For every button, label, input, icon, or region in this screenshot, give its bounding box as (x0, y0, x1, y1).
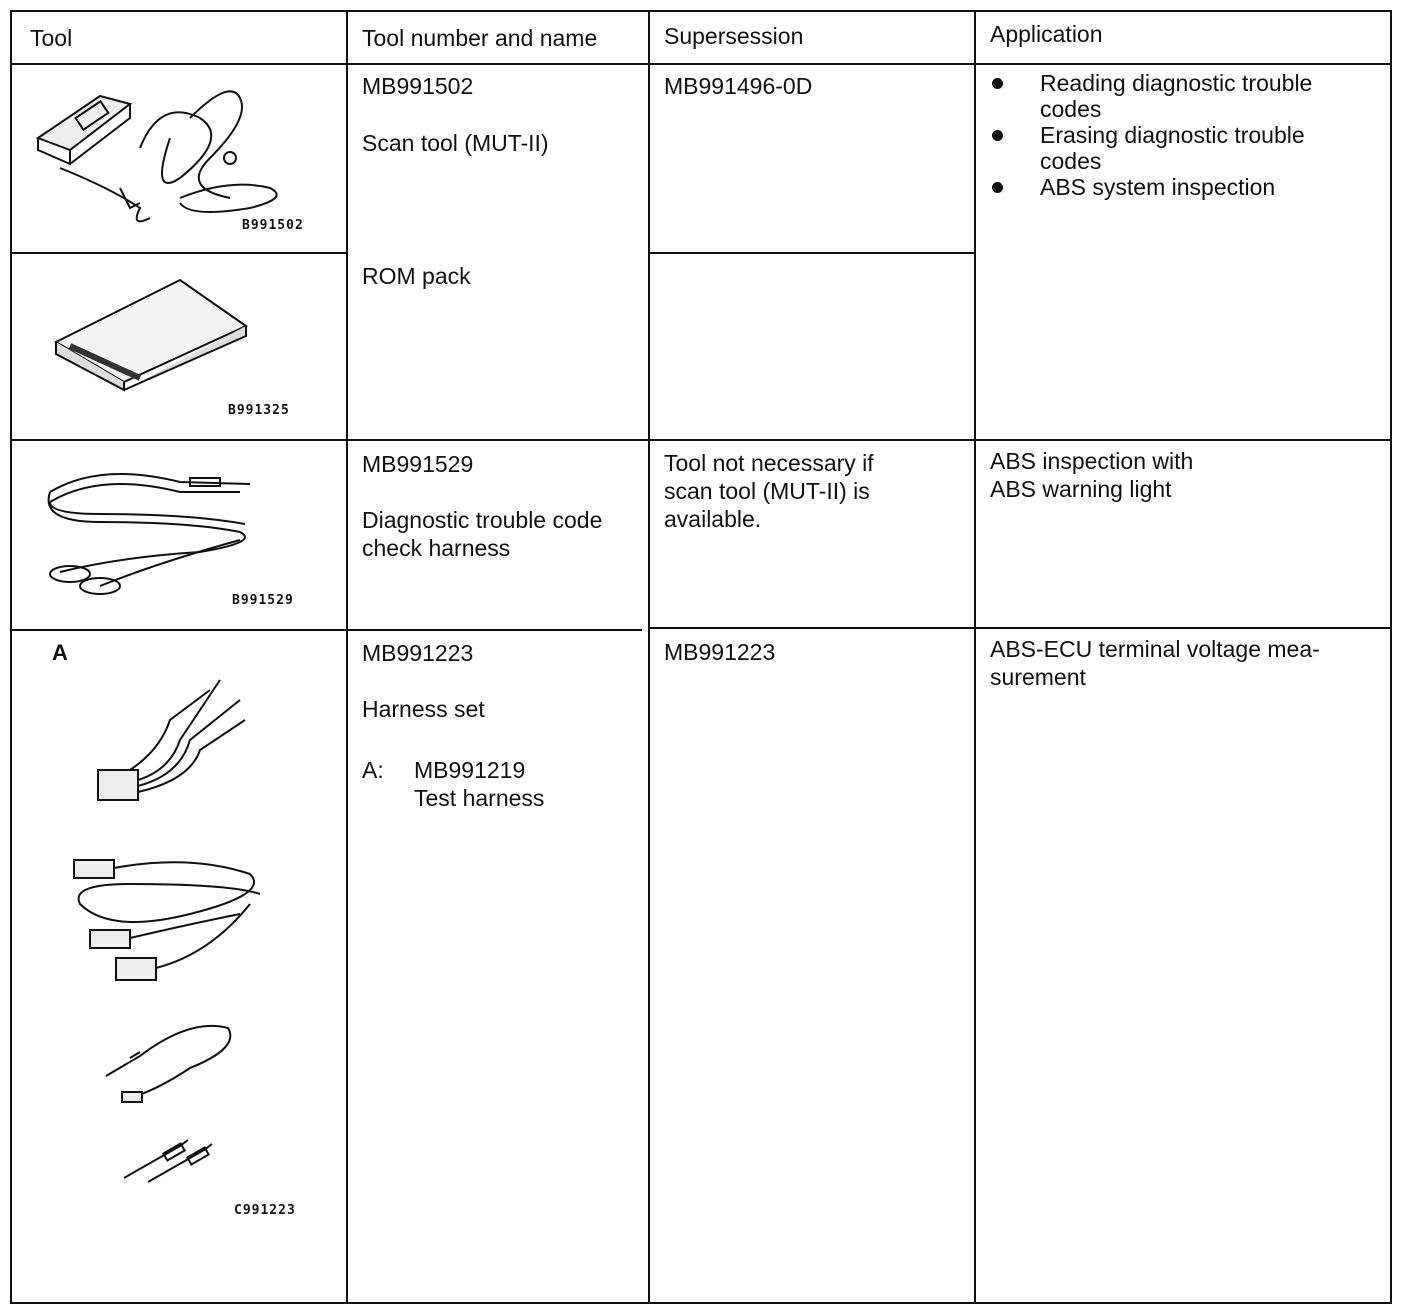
row4-supersession: MB991223 (664, 639, 776, 665)
row1-application-list (988, 70, 1312, 200)
row4-sub-label: A: (362, 757, 384, 783)
image-code-b991529: B991529 (232, 593, 294, 608)
row2-tool-name: ROM pack (362, 263, 471, 289)
row1-divider-supersession (648, 252, 976, 254)
row3-tool-name-line1: Diagnostic trouble code (362, 507, 603, 533)
row4-sub-number: MB991219 (414, 757, 526, 783)
col-divider-3 (974, 10, 976, 1304)
scan-tool-illustration (30, 78, 300, 238)
row3-tool-number: MB991529 (362, 451, 474, 477)
row3-supersession-line1: Tool not necessary if (664, 450, 874, 476)
test-pins-illustration (120, 1134, 220, 1184)
image-code-c991223: C991223 (234, 1203, 296, 1218)
col-divider-2 (648, 10, 650, 1304)
header-application: Application (990, 21, 1103, 47)
image-code-b991502: B991502 (242, 218, 304, 233)
test-harness-illustration (90, 680, 250, 810)
image-code-b991325: B991325 (228, 403, 290, 418)
row3-application-line1: ABS inspection with (990, 448, 1194, 474)
row1-divider-left (10, 252, 348, 254)
application-item-1: Reading diagnostic trouble codes (988, 70, 1312, 122)
check-harness-illustration (40, 462, 270, 597)
probe-lead-illustration (100, 1018, 240, 1108)
header-divider (10, 63, 1392, 65)
application-item-2: Erasing diagnostic trouble codes (988, 122, 1312, 174)
row4-application-line1: ABS-ECU terminal voltage mea- (990, 636, 1320, 662)
row1-supersession: MB991496-0D (664, 73, 813, 99)
row4-tool-number: MB991223 (362, 640, 474, 666)
application-item-3: ABS system inspection (988, 174, 1312, 200)
rom-pack-illustration (50, 278, 250, 388)
row1-tool-name: Scan tool (MUT-II) (362, 130, 549, 156)
row4-application-line2: surement (990, 664, 1086, 690)
row3-divider-right (648, 627, 1392, 629)
row2-divider (10, 439, 1392, 441)
row4-tool-name: Harness set (362, 696, 485, 722)
row3-divider-left (10, 629, 642, 631)
row3-tool-name-line2: check harness (362, 535, 511, 561)
header-supersession: Supersession (664, 23, 804, 49)
image-label-a: A (52, 640, 68, 665)
col-divider-1 (346, 10, 348, 1304)
row3-application-line2: ABS warning light (990, 476, 1172, 502)
row1-tool-number: MB991502 (362, 73, 474, 99)
connector-harness-illustration (70, 854, 270, 989)
row3-supersession-line2: scan tool (MUT-II) is (664, 478, 870, 504)
row3-supersession-line3: available. (664, 506, 762, 532)
header-tool-number-and-name: Tool number and name (362, 25, 598, 51)
row4-sub-name: Test harness (414, 785, 545, 811)
header-tool: Tool (30, 25, 73, 51)
